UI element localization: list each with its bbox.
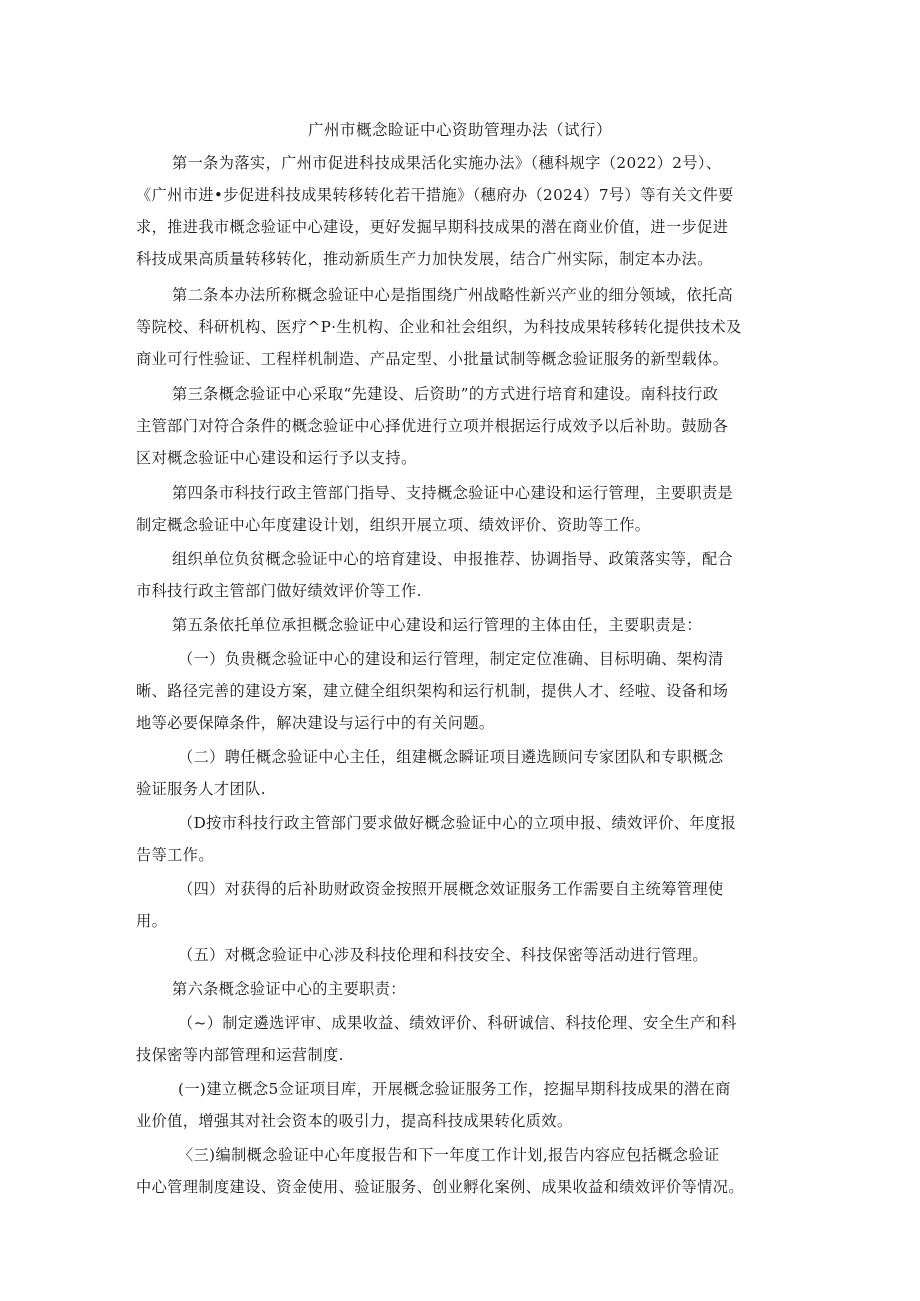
text-line: 区对概念验证中心建设和运行予以支持。: [136, 449, 417, 467]
text-line: 商业可行性验证、工程样机制造、产品定型、小批量试制等概念验证服务的新型载体。: [136, 350, 729, 368]
text-line: 科技成果高质量转移转化，推动新质生产力加快发展，结合广州实际，制定本办法。: [136, 250, 713, 268]
text-line: （~）制定遴选评审、成果收益、绩效评价、科研诚信、科技伦理、安全生产和科: [178, 1014, 737, 1032]
text-line: 中心管理制度建设、资金使用、验证服务、创业孵化案例、成果收益和绩效评价等情况。: [136, 1178, 744, 1196]
text-line: 等院校、科研机构、医疗^P·生机构、企业和社会组织，为科技成果转移转化提供技术及: [136, 318, 742, 336]
document-title: 广州市概念睑证中心资助管理办法（试行）: [307, 121, 612, 139]
text-line: 用。: [136, 912, 168, 930]
text-line: （一）负贵概念验证中心的建设和运行管理，制定定位准确、目标明确、架构清: [178, 650, 724, 668]
text-line: 制定概念验证中心年度建设计划，组织开展立项、绩效评价、资助等工作。: [136, 516, 651, 534]
text-line: 《广州市进•步促进科技成果转移转化若干措施》（穗府办（2024）7号）等有关文件要: [136, 186, 734, 204]
text-line: （二）聘任概念验证中心主任，组建概念瞬证项目遴选顾问专家团队和专职概念: [178, 748, 724, 766]
text-line: 晰、路径完善的建设方案，建立健全组织架构和运行机制，提供人才、经啦、设备和场: [136, 682, 729, 700]
text-line: 技保密等内部管理和运营制度.: [136, 1046, 344, 1064]
text-line: 市科技行政主管部门做好绩效评价等工作.: [136, 582, 422, 600]
text-line: (一)建立概念5佥证项目库，开展概念验证服务工作，挖掘早期科技成果的潜在商: [178, 1080, 731, 1098]
text-line: 组织单位负贫概念验证中心的培育建设、申报推荐、协调指导、政策落实等，配合: [172, 550, 734, 568]
text-line: （四）对获得的后补助财政资金按照开展概念效证服务工作需要自主统筹管理使: [178, 880, 724, 898]
text-line: 验证服务人才团队.: [136, 780, 266, 798]
text-line: 第二条本办法所称概念验证中心是指围绕广州战略性新兴产业的细分领域，依托高: [172, 286, 734, 304]
text-line: （五）对概念验证中心涉及科技伦理和科技安全、科技保密等活动进行管理。: [178, 946, 708, 964]
text-line: 第四条市科技行政主管部门指导、支持概念验证中心建设和运行管理，主要职责是: [172, 484, 734, 502]
text-line: 第六条概念验证中心的主要职责：: [172, 980, 406, 998]
text-line: 〈三)编制概念验证中心年度报告和下一年度工作计划,报告内容应包括概念验证: [178, 1146, 720, 1164]
text-line: 告等工作。: [136, 846, 214, 864]
text-line: 第一条为落实，广州市促进科技成果活化实施办法》（穗科规字（2022）2号）、: [172, 154, 722, 172]
text-line: 求，推进我市概念验证中心建设，更好发掘早期科技成果的潜在商业价值，进一步促进: [136, 218, 729, 236]
text-line: 第五条依托单位承担概念验证中心建设和运行管理的主体由任，主要职责是：: [172, 616, 702, 634]
text-line: 主管部门对符合条件的概念验证中心择优进行立项并根据运行成效予以后补助。鼓励各: [136, 417, 729, 435]
text-line: 第三条概念验证中心采取“先建设、后资助”的方式进行培育和建设。南科技行政: [172, 385, 719, 403]
text-line: 地等必要保障条件，解决建设与运行中的有关问题。: [136, 714, 495, 732]
text-line: （D按市科技行政主管部门要求做好概念验证中心的立项申报、绩效评价、年度报: [178, 814, 737, 832]
text-line: 业价值，增强其对社会资本的吸引力，提高科技成果转化质效。: [136, 1112, 573, 1130]
